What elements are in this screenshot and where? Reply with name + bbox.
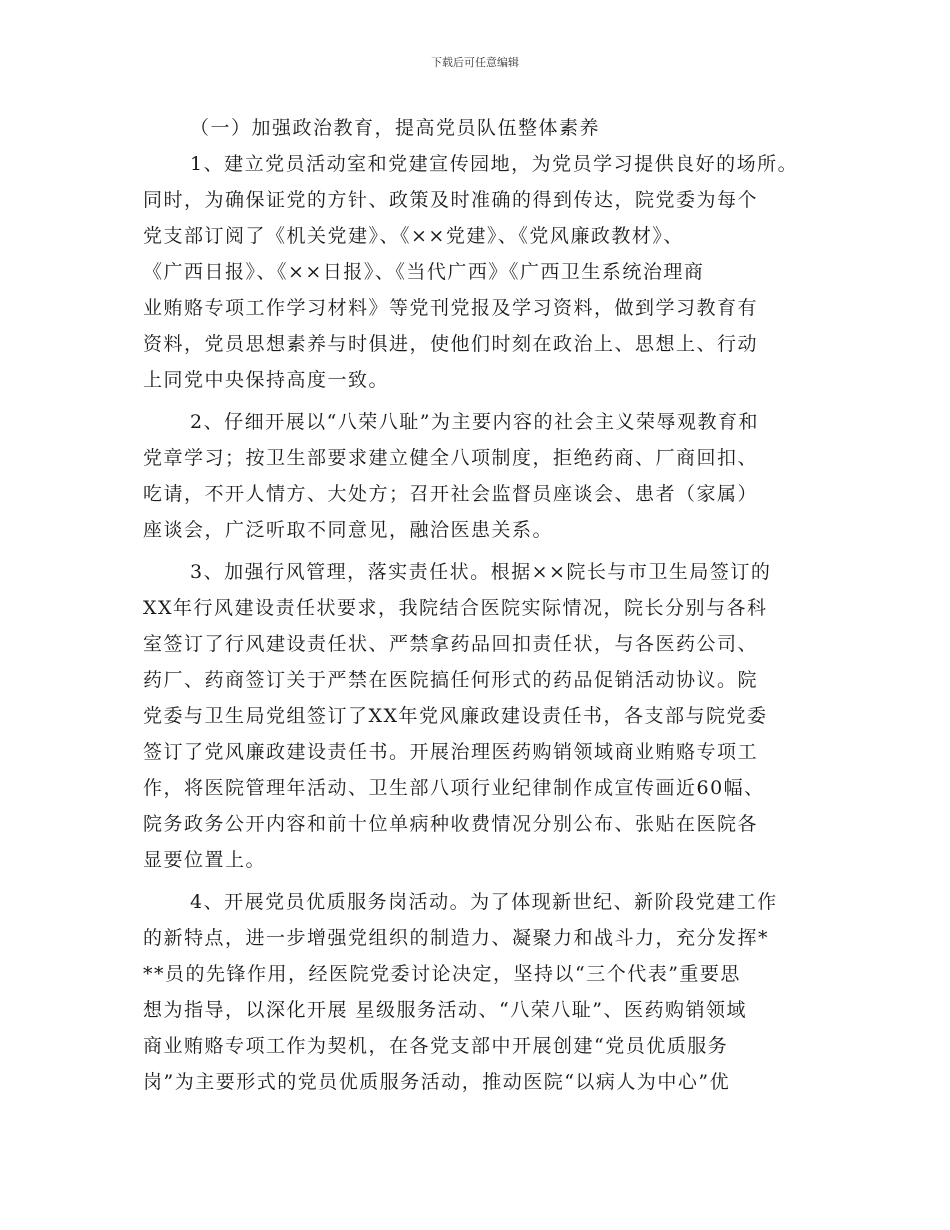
paragraph-line: 3、加强行风管理，落实责任状。根据××院长与市卫生局签订的 bbox=[190, 561, 772, 583]
paragraph-line: 业贿赂专项工作学习材料》等党刊党报及学习资料，做到学习教育有 bbox=[143, 297, 759, 319]
paragraph-line: 4、开展党员优质服务岗活动。为了体现新世纪、新阶段党建工作 bbox=[190, 891, 778, 913]
page-header: 下载后可任意编辑 bbox=[431, 56, 519, 69]
paragraph-line: 院务政务公开内容和前十位单病种收费情况分别公布、张贴在医院各 bbox=[143, 813, 759, 835]
paragraph-line: 作，将医院管理年活动、卫生部八项行业纪律制作成宣传画近60幅、 bbox=[143, 777, 765, 799]
paragraph-line: 的新特点，进一步增强党组织的制造力、凝聚力和战斗力，充分发挥* bbox=[143, 927, 770, 949]
paragraph-line: 上同党中央保持高度一致。 bbox=[143, 369, 390, 391]
paragraph-line: 党委与卫生局党组签订了XX年党风廉政建设责任书，各支部与院党委 bbox=[143, 705, 768, 727]
paragraph-line: 想为指导，以深化开展 星级服务活动、“八荣八耻”、医药购销领域 bbox=[143, 999, 747, 1021]
paragraph-line: 党章学习；按卫生部要求建立健全八项制度，拒绝药商、厂商回扣、 bbox=[143, 447, 759, 469]
paragraph-line: 商业贿赂专项工作为契机，在各党支部中开展创建“党员优质服务 bbox=[143, 1035, 729, 1057]
paragraph-line: 显要位置上。 bbox=[143, 849, 267, 871]
paragraph-line: 签订了党风廉政建设责任书。开展治理医药购销领域商业贿赂专项工 bbox=[143, 741, 759, 763]
paragraph-line: 党支部订阅了《机关党建》、《××党建》、《党风廉政教材》、 bbox=[143, 225, 684, 247]
paragraph-line: 2、仔细开展以“八荣八耻”为主要内容的社会主义荣辱观教育和 bbox=[190, 411, 760, 433]
paragraph-line: 药厂、药商签订关于严禁在医院搞任何形式的药品促销活动协议。院 bbox=[143, 669, 759, 691]
paragraph-line: 《广西日报》、《××日报》、《当代广西》《广西卫生系统治理商 bbox=[143, 261, 705, 283]
paragraph-line: 资料，党员思想素养与时俱进，使他们时刻在政治上、思想上、行动 bbox=[143, 333, 759, 355]
paragraph-line: 座谈会，广泛听取不同意见，融洽医患关系。 bbox=[143, 519, 554, 541]
paragraph-line: 1、建立党员活动室和党建宣传园地，为党员学习提供良好的场所。 bbox=[190, 153, 799, 175]
paragraph-line: 岗”为主要形式的党员优质服务活动，推动医院“以病人为中心”优 bbox=[143, 1071, 731, 1093]
paragraph-line: 吃请，不开人情方、大处方；召开社会监督员座谈会、患者（家属） bbox=[143, 483, 759, 505]
paragraph-line: **员的先锋作用，经医院党委讨论决定，坚持以“三个代表”重要思 bbox=[143, 963, 741, 985]
section-heading: （一）加强政治教育，提高党员队伍整体素养 bbox=[190, 117, 601, 139]
paragraph-line: 同时，为确保证党的方针、政策及时准确的得到传达，院党委为每个 bbox=[143, 189, 759, 211]
paragraph-line: XX年行风建设责任状要求，我院结合医院实际情况，院长分别与各科 bbox=[143, 597, 768, 619]
paragraph-line: 室签订了行风建设责任状、严禁拿药品回扣责任状，与各医药公司、 bbox=[143, 633, 759, 655]
